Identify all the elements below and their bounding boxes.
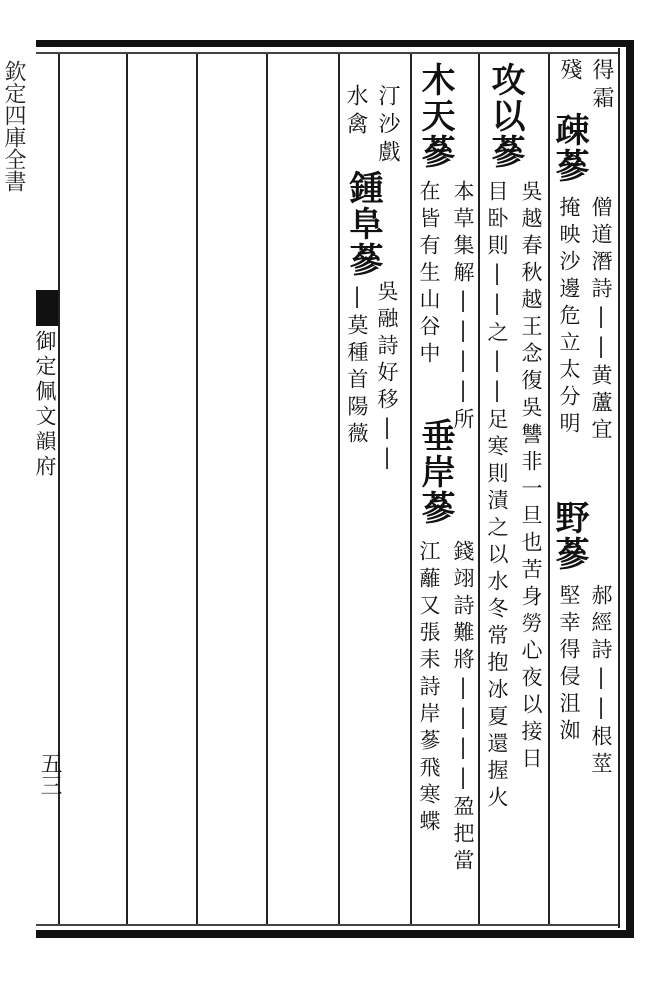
text-column: 汀沙戲 bbox=[375, 84, 400, 168]
bottom-inner-border bbox=[36, 924, 618, 926]
text-column: 目卧則||之||足寒則漬之以水冬常抱冰夏還握火 bbox=[485, 180, 509, 813]
text-column: 掩映沙邊危立太分明 bbox=[557, 196, 581, 439]
entry-note: 吳越春秋越王念復吳讐非一旦也苦身勞心夜以接日 bbox=[519, 180, 543, 774]
entry-heading: 野蔘 bbox=[549, 500, 589, 572]
column-divider bbox=[410, 54, 412, 924]
right-inner-border bbox=[618, 48, 620, 928]
entry-heading: 垂岸蔘 bbox=[415, 418, 455, 526]
column-divider bbox=[196, 54, 198, 924]
entry-note: 錢翊詩難將||||盈把當 bbox=[451, 540, 475, 876]
entry-note: 吳融詩好移|| bbox=[375, 280, 399, 475]
text-column: 江蘺又張耒詩岸蔘飛寒蝶 bbox=[417, 540, 441, 837]
entry-heading: 攻以蔘 bbox=[485, 62, 525, 170]
book-title: 御定佩文韻府 bbox=[33, 330, 57, 480]
column-divider bbox=[266, 54, 268, 924]
text-column: 堅幸得侵沮洳 bbox=[557, 584, 581, 746]
text-column: 殘 bbox=[557, 58, 582, 86]
margin-edge-text: 欽定四庫全書 bbox=[1, 60, 26, 192]
text-column: 水禽 bbox=[343, 84, 368, 140]
page-number: 五三 bbox=[37, 752, 62, 796]
entry-heading: 木天蔘 bbox=[415, 62, 455, 170]
column-divider bbox=[548, 54, 550, 924]
bottom-border bbox=[36, 930, 634, 938]
right-border bbox=[626, 40, 634, 938]
entry-heading: 鍾阜蔘 bbox=[343, 170, 383, 278]
column-divider bbox=[478, 54, 480, 924]
entry-note: 郝經詩||根莖 bbox=[589, 584, 613, 779]
top-inner-border bbox=[36, 52, 618, 54]
column-divider bbox=[126, 54, 128, 924]
text-column: |莫種首陽薇 bbox=[345, 284, 369, 449]
entry-heading: 疎蔘 bbox=[549, 112, 589, 184]
text-column: 得霜 bbox=[589, 58, 614, 114]
entry-note: 僧道潛詩||黄蘆宜 bbox=[589, 196, 613, 445]
entry-note: 本草集解||||所 bbox=[451, 180, 475, 435]
top-border bbox=[36, 40, 634, 47]
fishtail-mark bbox=[36, 290, 58, 326]
text-column: 在皆有生山谷中 bbox=[417, 180, 441, 369]
column-divider bbox=[338, 54, 340, 924]
